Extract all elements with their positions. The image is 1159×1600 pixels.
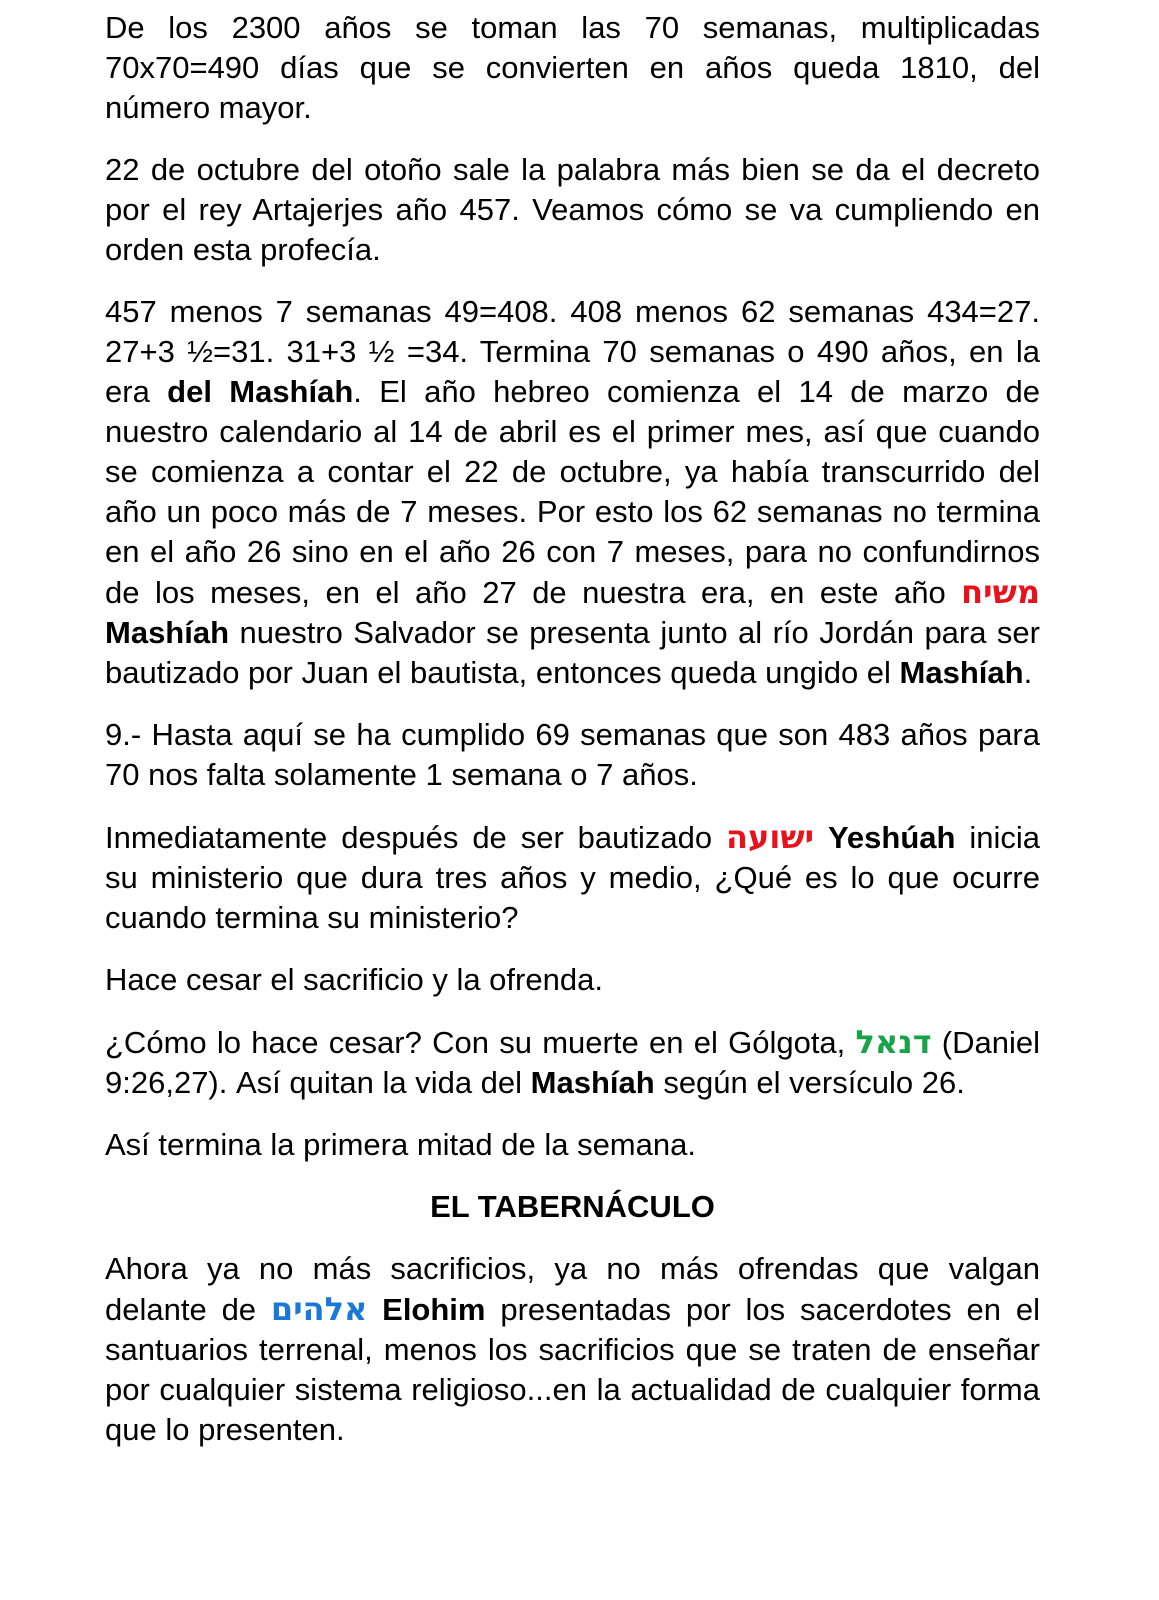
paragraph-7-bold-mashiah: Mashíah	[530, 1065, 655, 1100]
paragraph-1-text: De los 2300 años se toman las 70 semanas, multiplicadas 70x70=490 días que se convierten en años queda 1810, del número mayor.	[105, 10, 1040, 125]
paragraph-9	[105, 1249, 1040, 1450]
section-heading: EL TABERNÁCULO	[430, 1189, 715, 1224]
paragraph-5	[105, 817, 1040, 938]
paragraph-6-text: Hace cesar el sacrificio y la ofrenda.	[105, 962, 603, 997]
paragraph-2	[105, 150, 1040, 270]
paragraph-3-text-c: . El año hebreo comienza el 14 de marzo de nuestro calendario al 14 de abril es el primer mes, así que cuando se comienza a contar el 22 de octubre, ya había transcurrido del año un poco más de 7 meses. Por esto los 62 semanas no termina en el año 26 sino en el año 26 con 7 meses, para no confundirnos de los meses, en el año 27 de nuestra era, en este año	[105, 374, 1041, 610]
paragraph-8	[105, 1125, 1040, 1165]
paragraph-8-text: Así termina la primera mitad de la semana.	[105, 1127, 696, 1162]
paragraph-7-text-d: según el versículo 26.	[654, 1065, 965, 1100]
paragraph-9-text-c: presentadas por los sacerdotes en el santuarios terrenal, menos los sacrificios que se traten de enseñar por cualquier sistema religioso...en la actualidad de cualquier forma que lo presenten.	[105, 1292, 1040, 1447]
paragraph-4-text: 9.- Hasta aquí se ha cumplido 69 semanas que son 483 años para 70 nos falta solamente 1 semana o 7 años.	[105, 717, 1040, 792]
paragraph-2-text: 22 de octubre del otoño sale la palabra más bien se da el decreto por el rey Artajerjes año 457. Veamos cómo se va cumpliendo en orden esta profecía.	[105, 152, 1040, 267]
paragraph-7	[105, 1022, 1040, 1103]
paragraph-5-text-a: Inmediatamente después de ser bautizado	[105, 820, 727, 855]
paragraph-3-bold-mashiah: Mashíah	[105, 615, 230, 650]
paragraph-5-text-c: inicia su ministerio que dura tres años y medio, ¿Qué es lo que ocurre cuando termina su ministerio?	[105, 820, 1040, 935]
paragraph-7-text-a: ¿Cómo lo hace cesar? Con su muerte en el Gólgota,	[105, 1025, 856, 1060]
paragraph-3-bold-del-mashiah: del Mashíah	[167, 374, 354, 409]
paragraph-3-bold-mashiah-2: Mashíah	[899, 655, 1024, 690]
paragraph-3	[105, 292, 1040, 693]
paragraph-9-bold-elohim: Elohim	[382, 1292, 486, 1327]
hebrew-elohim: אלהים	[270, 1290, 368, 1328]
paragraph-5-bold-yeshuah: Yeshúah	[827, 820, 956, 855]
paragraph-3-text-a: 457 menos 7 semanas 49=408. 408 menos 62 semanas 434=27. 27+3 ½=31. 31+3 ½ =34. Termina 70 semanas o 490 años, en la era	[105, 294, 1040, 409]
hebrew-mashiah: משיח	[961, 573, 1040, 611]
paragraph-1	[105, 8, 1040, 128]
hebrew-daniel: דנאל	[855, 1023, 932, 1061]
paragraph-7-text-b: (Daniel 9:26,27). Así quitan la vida del	[105, 1025, 1040, 1100]
paragraph-3-text-g: .	[1023, 655, 1033, 690]
hebrew-yeshuah: ישועה	[726, 818, 815, 856]
paragraph-9-text-a: Ahora ya no más sacrificios, ya no más ofrendas que valgan delante de	[105, 1251, 1040, 1327]
paragraph-4	[105, 715, 1040, 795]
paragraph-6	[105, 960, 1040, 1000]
document-page	[105, 0, 1040, 1472]
paragraph-3-text-e: nuestro Salvador se presenta junto al río Jordán para ser bautizado por Juan el bautista, entonces queda ungido el	[105, 615, 1040, 690]
